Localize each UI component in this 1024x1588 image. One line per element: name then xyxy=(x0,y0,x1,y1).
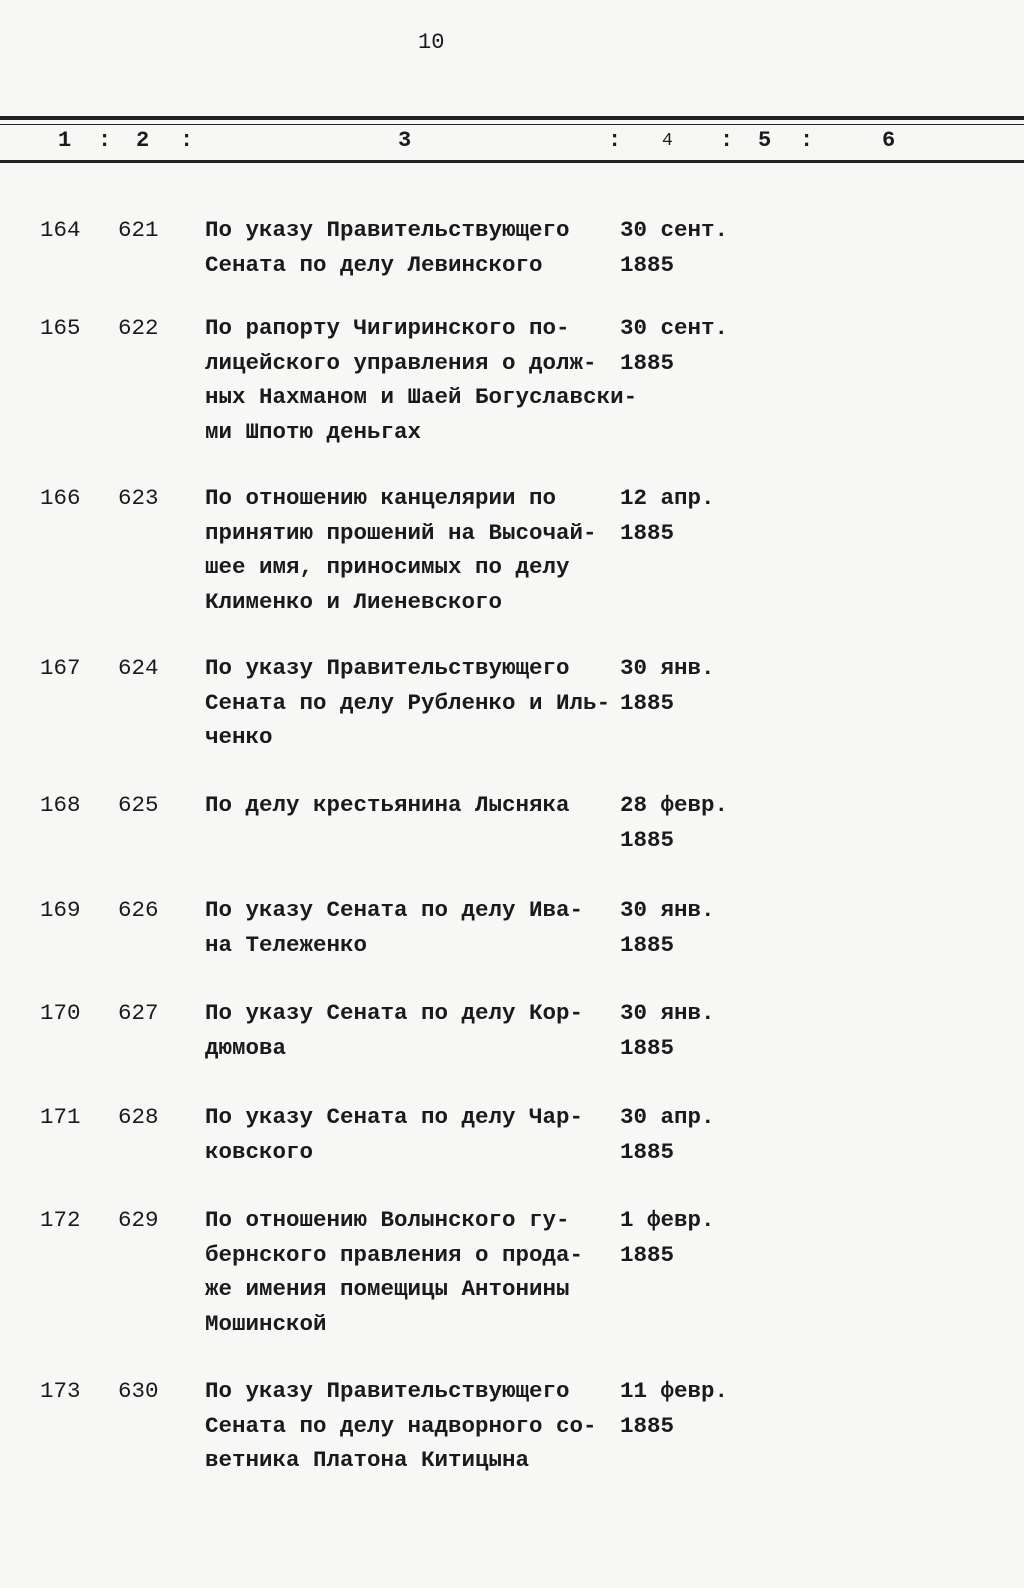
col-header-1: 1 xyxy=(58,128,72,153)
file-number: 623 xyxy=(118,485,159,511)
record-date: 30 янв. 1885 xyxy=(620,1000,715,1061)
file-number: 630 xyxy=(118,1378,159,1404)
header-top-rule xyxy=(0,116,1024,120)
col-header-3: 3 xyxy=(398,128,412,153)
record-description: По указу Сената по делу Чар- ковского xyxy=(205,1104,584,1165)
col-sep: : xyxy=(608,128,622,153)
record-description: По отношению канцелярии по принятию прошений на Высочай- шее имя, приносимых по делу Клименко и Лиеневского xyxy=(205,485,597,615)
col-header-4: 4 xyxy=(662,131,673,151)
record-date: 30 сент. 1885 xyxy=(620,217,729,278)
record-date: 30 апр. 1885 xyxy=(620,1104,715,1165)
col-sep: : xyxy=(800,128,814,153)
record-number: 168 xyxy=(40,792,81,818)
record-date: 11 февр. 1885 xyxy=(620,1378,729,1439)
col-sep: : xyxy=(720,128,734,153)
record-number: 172 xyxy=(40,1207,81,1233)
page-number: 10 xyxy=(418,30,445,55)
col-header-6: 6 xyxy=(882,128,896,153)
file-number: 621 xyxy=(118,217,159,243)
col-header-2: 2 xyxy=(136,128,150,153)
record-number: 165 xyxy=(40,315,81,341)
record-number: 169 xyxy=(40,897,81,923)
file-number: 628 xyxy=(118,1104,159,1130)
file-number: 626 xyxy=(118,897,159,923)
record-description: По указу Правительствующего Сената по делу Левинского xyxy=(205,217,570,278)
col-sep: : xyxy=(98,128,112,153)
record-date: 30 янв. 1885 xyxy=(620,655,715,716)
record-description: По рапорту Чигиринского по- лицейского управления о долж- ных Нахманом и Шаей Богуславски- ми Шпотю деньгах xyxy=(205,315,638,445)
record-number: 171 xyxy=(40,1104,81,1130)
col-sep: : xyxy=(180,128,194,153)
record-number: 170 xyxy=(40,1000,81,1026)
record-description: По отношению Волынского гу- бернского правления о прода- же имения помещицы Антонины Мошинской xyxy=(205,1207,584,1337)
file-number: 622 xyxy=(118,315,159,341)
file-number: 624 xyxy=(118,655,159,681)
record-date: 12 апр. 1885 xyxy=(620,485,715,546)
record-number: 166 xyxy=(40,485,81,511)
record-number: 173 xyxy=(40,1378,81,1404)
record-description: По указу Правительствующего Сената по делу надворного со- ветника Платона Китицына xyxy=(205,1378,597,1473)
col-header-5: 5 xyxy=(758,128,772,153)
header-bottom-rule xyxy=(0,160,1024,163)
file-number: 629 xyxy=(118,1207,159,1233)
record-description: По указу Сената по делу Кор- дюмова xyxy=(205,1000,584,1061)
record-description: По указу Сената по делу Ива- на Тележенко xyxy=(205,897,584,958)
record-number: 164 xyxy=(40,217,81,243)
header-top-rule-thin xyxy=(0,124,1024,125)
file-number: 627 xyxy=(118,1000,159,1026)
file-number: 625 xyxy=(118,792,159,818)
record-date: 1 февр. 1885 xyxy=(620,1207,715,1268)
record-number: 167 xyxy=(40,655,81,681)
record-description: По указу Правительствующего Сената по делу Рубленко и Иль- ченко xyxy=(205,655,611,750)
record-date: 28 февр. 1885 xyxy=(620,792,729,853)
record-date: 30 янв. 1885 xyxy=(620,897,715,958)
record-description: По делу крестьянина Лысняка xyxy=(205,792,570,818)
record-date: 30 сент. 1885 xyxy=(620,315,729,376)
